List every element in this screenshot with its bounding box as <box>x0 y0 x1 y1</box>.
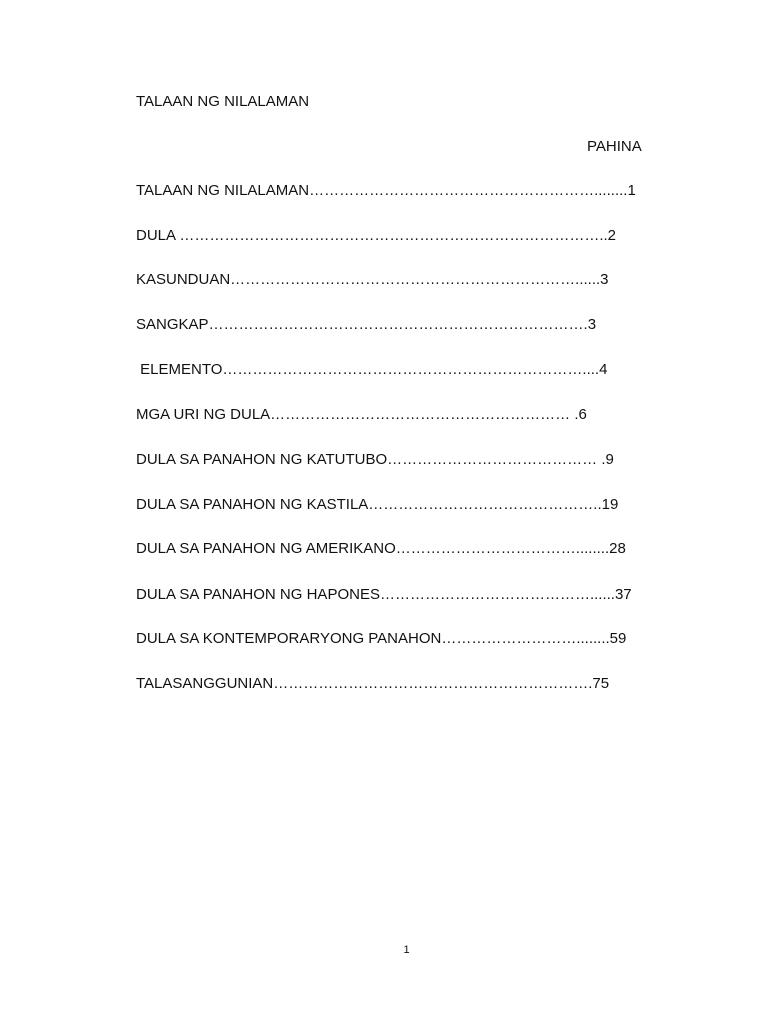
toc-entry: DULA SA PANAHON NG HAPONES……………………………………......37 <box>136 586 632 603</box>
toc-entry: DULA SA KONTEMPORARYONG PANAHON………………………........59 <box>136 630 627 647</box>
toc-entry: TALAAN NG NILALAMAN…………………………………………………........1 <box>136 182 636 199</box>
page-number: 1 <box>403 944 410 956</box>
toc-entry: MGA URI NG DULA…………………………………………………… .6 <box>136 406 587 423</box>
toc-title: TALAAN NG NILALAMAN <box>136 93 310 110</box>
toc-entry: ELEMENTO………………………………………………………………....4 <box>136 361 608 378</box>
toc-entry: TALASANGGUNIAN……………………………………………………….75 <box>136 675 610 692</box>
toc-entry: SANGKAP………………………………………………………………….3 <box>136 316 597 333</box>
toc-entry: DULA SA PANAHON NG KASTILA………………………………………..19 <box>136 496 619 513</box>
page-column-label: PAHINA <box>587 138 642 155</box>
toc-entry: KASUNDUAN……………………………………………………………......3 <box>136 271 609 288</box>
toc-entry: DULA SA PANAHON NG KATUTUBO…………………………………… .9 <box>136 451 614 468</box>
toc-entry: DULA SA PANAHON NG AMERIKANO………………………………........28 <box>136 540 626 557</box>
toc-entry: DULA …………………………………………………………………………..2 <box>136 227 617 244</box>
